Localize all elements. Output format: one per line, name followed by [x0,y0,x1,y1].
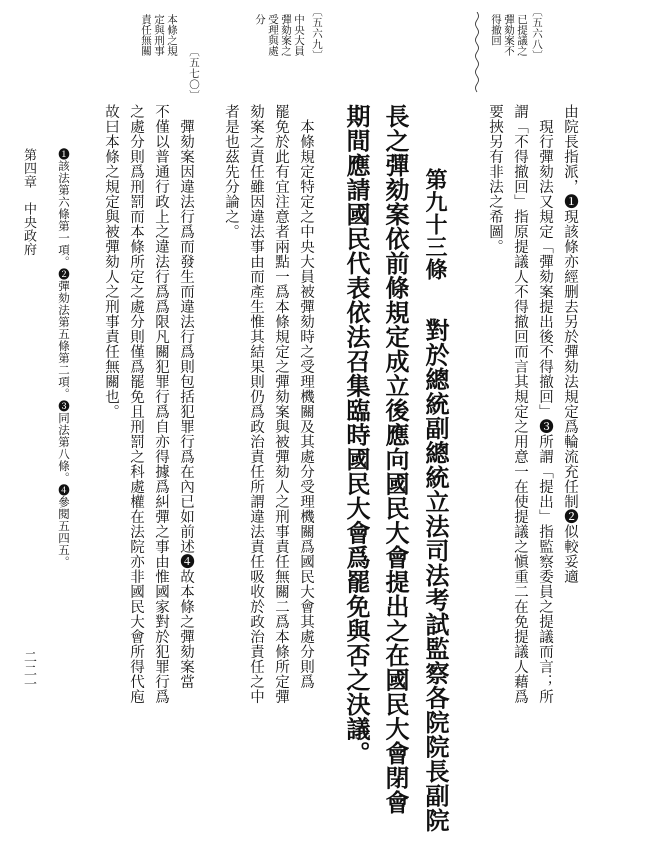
side-note-line: 本條之規 [166,14,178,56]
text-line: 現行彈劾法又規定「彈劾案提出後不得撤回」❸所謂「提出」指監察委員之提議而言；所 [537,104,553,704]
side-note-line: 中央大員 [293,14,305,56]
text-line: 罷免於此有宜注意者兩點一爲本條規定之彈劾案與被彈劾人之刑事責任無關二爲本條所定彈 [273,104,289,704]
text-line: 要挾另有非法之希圖。 [487,104,503,254]
side-note-line: 彈劾案之 [280,14,292,56]
text-line: 之處分則爲刑罰而本條所定之處分則僅爲罷免且刑罰之科處權在法院亦非國民大會所得代庖 [128,104,144,704]
article-text-line: 期間應請國民代表依法召集臨時國民大會爲罷免與否之決議。 [342,104,371,766]
text-line: 本條規定特定之中央大員被彈劾時之受理機關及其處分受理機關爲國民大會其處分則爲 [298,104,314,689]
side-note-line: 定與刑事 [153,14,165,56]
side-note-line: 責任無關 [140,14,152,56]
running-head: 第四章 中央政府 [21,148,36,256]
page-number: 二二一 [21,650,36,691]
text-line: 劾案之責任雖因違法事由而產生惟其結果則仍爲政治責任所謂違法責任吸收於政治責任之中 [248,104,264,704]
side-note-number: 〔五六九〕 [311,6,323,61]
article-text-line: 長之彈劾案依前條規定成立後應向國民大會提出之在國民大會閉會 [381,104,410,815]
text-line: 由院長指派，❶現該條亦經删去另於彈劾法規定爲輪流充任制❷似較妥適 [562,104,578,584]
footnotes: ❶該法第六條第一項。❷彈劾法第五條第二項。❸同法第八條。❹參閱五四五。 [57,148,71,568]
text-line: 故曰本條之規定與被彈劾人之刑事責任無關也。 [103,104,119,419]
article-heading: 第九十三條 [422,168,448,281]
side-note-line: 已提議之 [516,14,528,56]
side-note-number: 〔五六八〕 [531,6,543,61]
text-line: 彈劾案因違法行爲而發生而違法行爲則包括犯罪行爲在內已如前述❹故本條之彈劾案當 [178,104,194,689]
text-line: 不僅以普通行政上之違法行爲爲限凡關犯罪行爲自亦得據爲糾彈之事由惟國家對於犯罪行爲 [153,104,169,704]
side-note-line: 彈劾案不 [503,14,515,56]
article-text-line: 對於總統副總統立法司法考試監察各院院長副院 [421,318,450,833]
wavy-rule [474,12,480,94]
side-note-line: 受理與處 [267,14,279,56]
side-note-line: 得撤回 [490,14,502,46]
text-line: 謂「不得撤回」指原提議人不得撤回而言其規定之用意一在使提議之愼重二在免提議人藉爲 [512,104,528,704]
side-note-line: 分 [254,14,266,25]
text-line: 者是也茲先分論之。 [223,104,239,239]
side-note-number: 〔五七〇〕 [188,46,200,101]
